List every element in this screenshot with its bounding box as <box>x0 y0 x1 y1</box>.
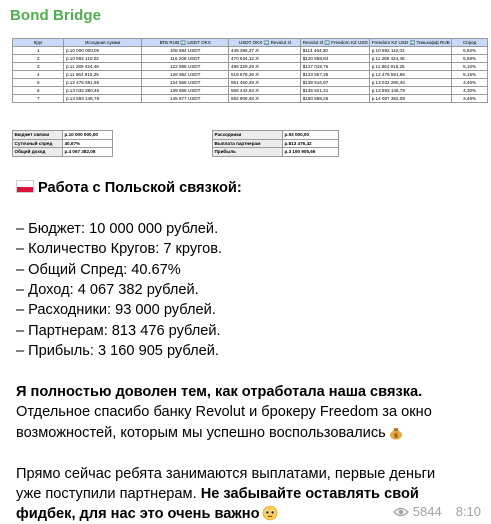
table-cell: р.10 692 110,02 <box>64 55 141 63</box>
table-cell: 4,46% <box>452 79 488 87</box>
table-cell: 1 <box>13 47 64 55</box>
summary-row <box>213 148 339 157</box>
summary-label: Суточный спред <box>13 139 63 148</box>
table-cell: р.11 864 915,25 <box>370 63 452 71</box>
table-cell: р.13 593 145,79 <box>64 95 141 103</box>
table-cell: 5,15% <box>452 71 488 79</box>
bullet-line: – Бюджет: 10 000 000 рублей. <box>16 220 219 237</box>
bullet-line: – Доход: 4 067 382 рублей. <box>16 282 199 299</box>
table-row <box>13 55 488 63</box>
table-row <box>13 47 488 55</box>
table-cell: 7 <box>13 95 64 103</box>
summary-row <box>13 139 113 148</box>
view-count: 5844 <box>412 504 442 519</box>
summary-label: Прибыль <box>213 148 283 157</box>
table-cell: 4,30% <box>452 87 488 95</box>
table-cell: $145 521,31 <box>301 87 370 95</box>
header-cell: Freedom KZ USD ➡️ Тинькофф RUB <box>371 40 450 45</box>
header-cell: Спред <box>452 39 488 47</box>
paragraph-line: Я полностью доволен тем, как отработала наша связка. <box>16 384 423 401</box>
bullet-line: – Расходники: 93 000 рублей. <box>16 302 216 319</box>
message-meta <box>393 504 481 519</box>
bullet-line: – Количество Кругов: 7 кругов. <box>16 241 223 258</box>
post-text <box>16 178 486 524</box>
rounds-table <box>12 38 488 103</box>
message-time: 8:10 <box>455 504 481 519</box>
table-cell: р.11 289 424,48 <box>370 55 452 63</box>
summary-label: Расходники <box>213 131 283 140</box>
table-cell: 3 <box>13 63 64 71</box>
table-cell: 5,59% <box>452 55 488 63</box>
summary-label: Бюджет связки <box>13 131 63 140</box>
table-cell: 128 952 USDT <box>141 71 229 79</box>
eye-icon <box>393 506 409 518</box>
summary-row <box>13 148 113 157</box>
post-heading: Работа с Польской связкой: <box>16 178 486 198</box>
table-cell: $150 598,26 <box>301 95 370 103</box>
paragraph-line: возможностей, которым мы успешно воспользовались $ <box>16 423 486 443</box>
spreadsheet-image[interactable] <box>10 30 488 194</box>
table-cell: 470 634,12 zł <box>229 55 301 63</box>
summary-value: р.93 000,00 <box>283 131 339 140</box>
table-cell: р.10 692 110,02 <box>370 47 452 55</box>
header-cell: Круг <box>13 39 64 47</box>
bullet-line: – Общий Спред: 40.67% <box>16 261 181 278</box>
table-row <box>13 63 488 71</box>
table-cell: $120 858,84 <box>301 55 370 63</box>
table-row <box>13 79 488 87</box>
table-cell: 551 450,49 zł <box>229 79 301 87</box>
summary-value: р.3 160 905,66 <box>283 148 339 157</box>
summary-value: 40,67% <box>63 139 113 148</box>
summary-value: р.813 476,42 <box>283 139 339 148</box>
table-cell: 445 386,37 zł <box>229 47 301 55</box>
summary-right-table <box>212 130 339 157</box>
table-cell: 6 <box>13 87 64 95</box>
table-cell: $139 516,97 <box>301 79 370 87</box>
table-cell: р.11 864 915,25 <box>64 71 141 79</box>
summary-row <box>13 131 113 140</box>
table-cell: р.12 475 591,66 <box>370 71 452 79</box>
header-cell: Revolut zł ➡️ Freedom KZ USD <box>302 40 368 45</box>
header-cell: USDT OKX ➡️ Revolut zł <box>229 39 301 47</box>
table-row <box>13 71 488 79</box>
paragraph-line: уже поступили партнерам. Не забывайте оставлять свой <box>16 486 419 503</box>
header-cell: ВТБ RUB ➡️ USDT OKX <box>141 39 229 47</box>
table-cell: 145 677 USDT <box>141 95 229 103</box>
bullet-line: – Прибыль: 3 160 905 рублей. <box>16 343 219 360</box>
summary-value: р.10 000 000,00 <box>63 131 113 140</box>
table-cell: р.12 475 591,66 <box>64 79 141 87</box>
table-cell: р.14 067 382,08 <box>370 95 452 103</box>
table-cell: 116 206 USDT <box>141 55 229 63</box>
table-cell: 5 <box>13 79 64 87</box>
summary-label: Общий доход <box>13 148 63 157</box>
table-cell: 108 684 USDT <box>141 47 229 55</box>
summary-value: р.4 067 382,08 <box>63 148 113 157</box>
table-cell: 3,49% <box>452 95 488 103</box>
table-cell: 5,10% <box>452 63 488 71</box>
table-cell: р.13 032 280,46 <box>370 79 452 87</box>
bullet-line: – Партнерам: 813 476 рублей. <box>16 322 221 339</box>
table-cell: $133 557,35 <box>301 71 370 79</box>
table-cell: р.10 000 000,00 <box>64 47 141 55</box>
header-cell: Исходная сумма <box>64 39 141 47</box>
table-cell: 134 566 USDT <box>141 79 229 87</box>
table-cell: 568 442,63 zł <box>229 87 301 95</box>
summary-label: Выплата партнерам <box>213 139 283 148</box>
table-cell: 496 329,29 zł <box>229 63 301 71</box>
table-cell: $114 464,30 <box>301 47 370 55</box>
table-header-row <box>13 39 488 47</box>
table-cell: 139 666 USDT <box>141 87 229 95</box>
table-row <box>13 87 488 95</box>
money-bag-icon <box>388 424 404 440</box>
table-cell: р.13 593 145,79 <box>370 87 452 95</box>
svg-text:$: $ <box>393 431 398 440</box>
table-row <box>13 95 488 103</box>
summary-left-table <box>12 130 113 157</box>
table-cell: 2 <box>13 55 64 63</box>
paragraph-line: фидбек, для нас это очень важно <box>16 504 486 524</box>
pleading-face-icon <box>262 505 278 521</box>
table-cell: 122 695 USDT <box>141 63 229 71</box>
table-cell: 4 <box>13 71 64 79</box>
paragraph-line: Прямо сейчас ребята занимаются выплатами, первые деньги <box>16 465 436 482</box>
channel-name[interactable]: Bond Bridge <box>10 7 102 24</box>
table-cell: р.13 032 280,46 <box>64 87 141 95</box>
table-cell: 6,92% <box>452 47 488 55</box>
table-cell: р.11 289 424,48 <box>64 63 141 71</box>
table-cell: 592 906,48 zł <box>229 95 301 103</box>
poland-flag-icon <box>16 180 34 193</box>
table-cell: $127 019,75 <box>301 63 370 71</box>
paragraph-line: Отдельное спасибо банку Revolut и брокеру Freedom за окно <box>16 404 432 421</box>
table-cell: 519 678,39 zł <box>229 71 301 79</box>
summary-row <box>213 131 339 140</box>
summary-row <box>213 139 339 148</box>
